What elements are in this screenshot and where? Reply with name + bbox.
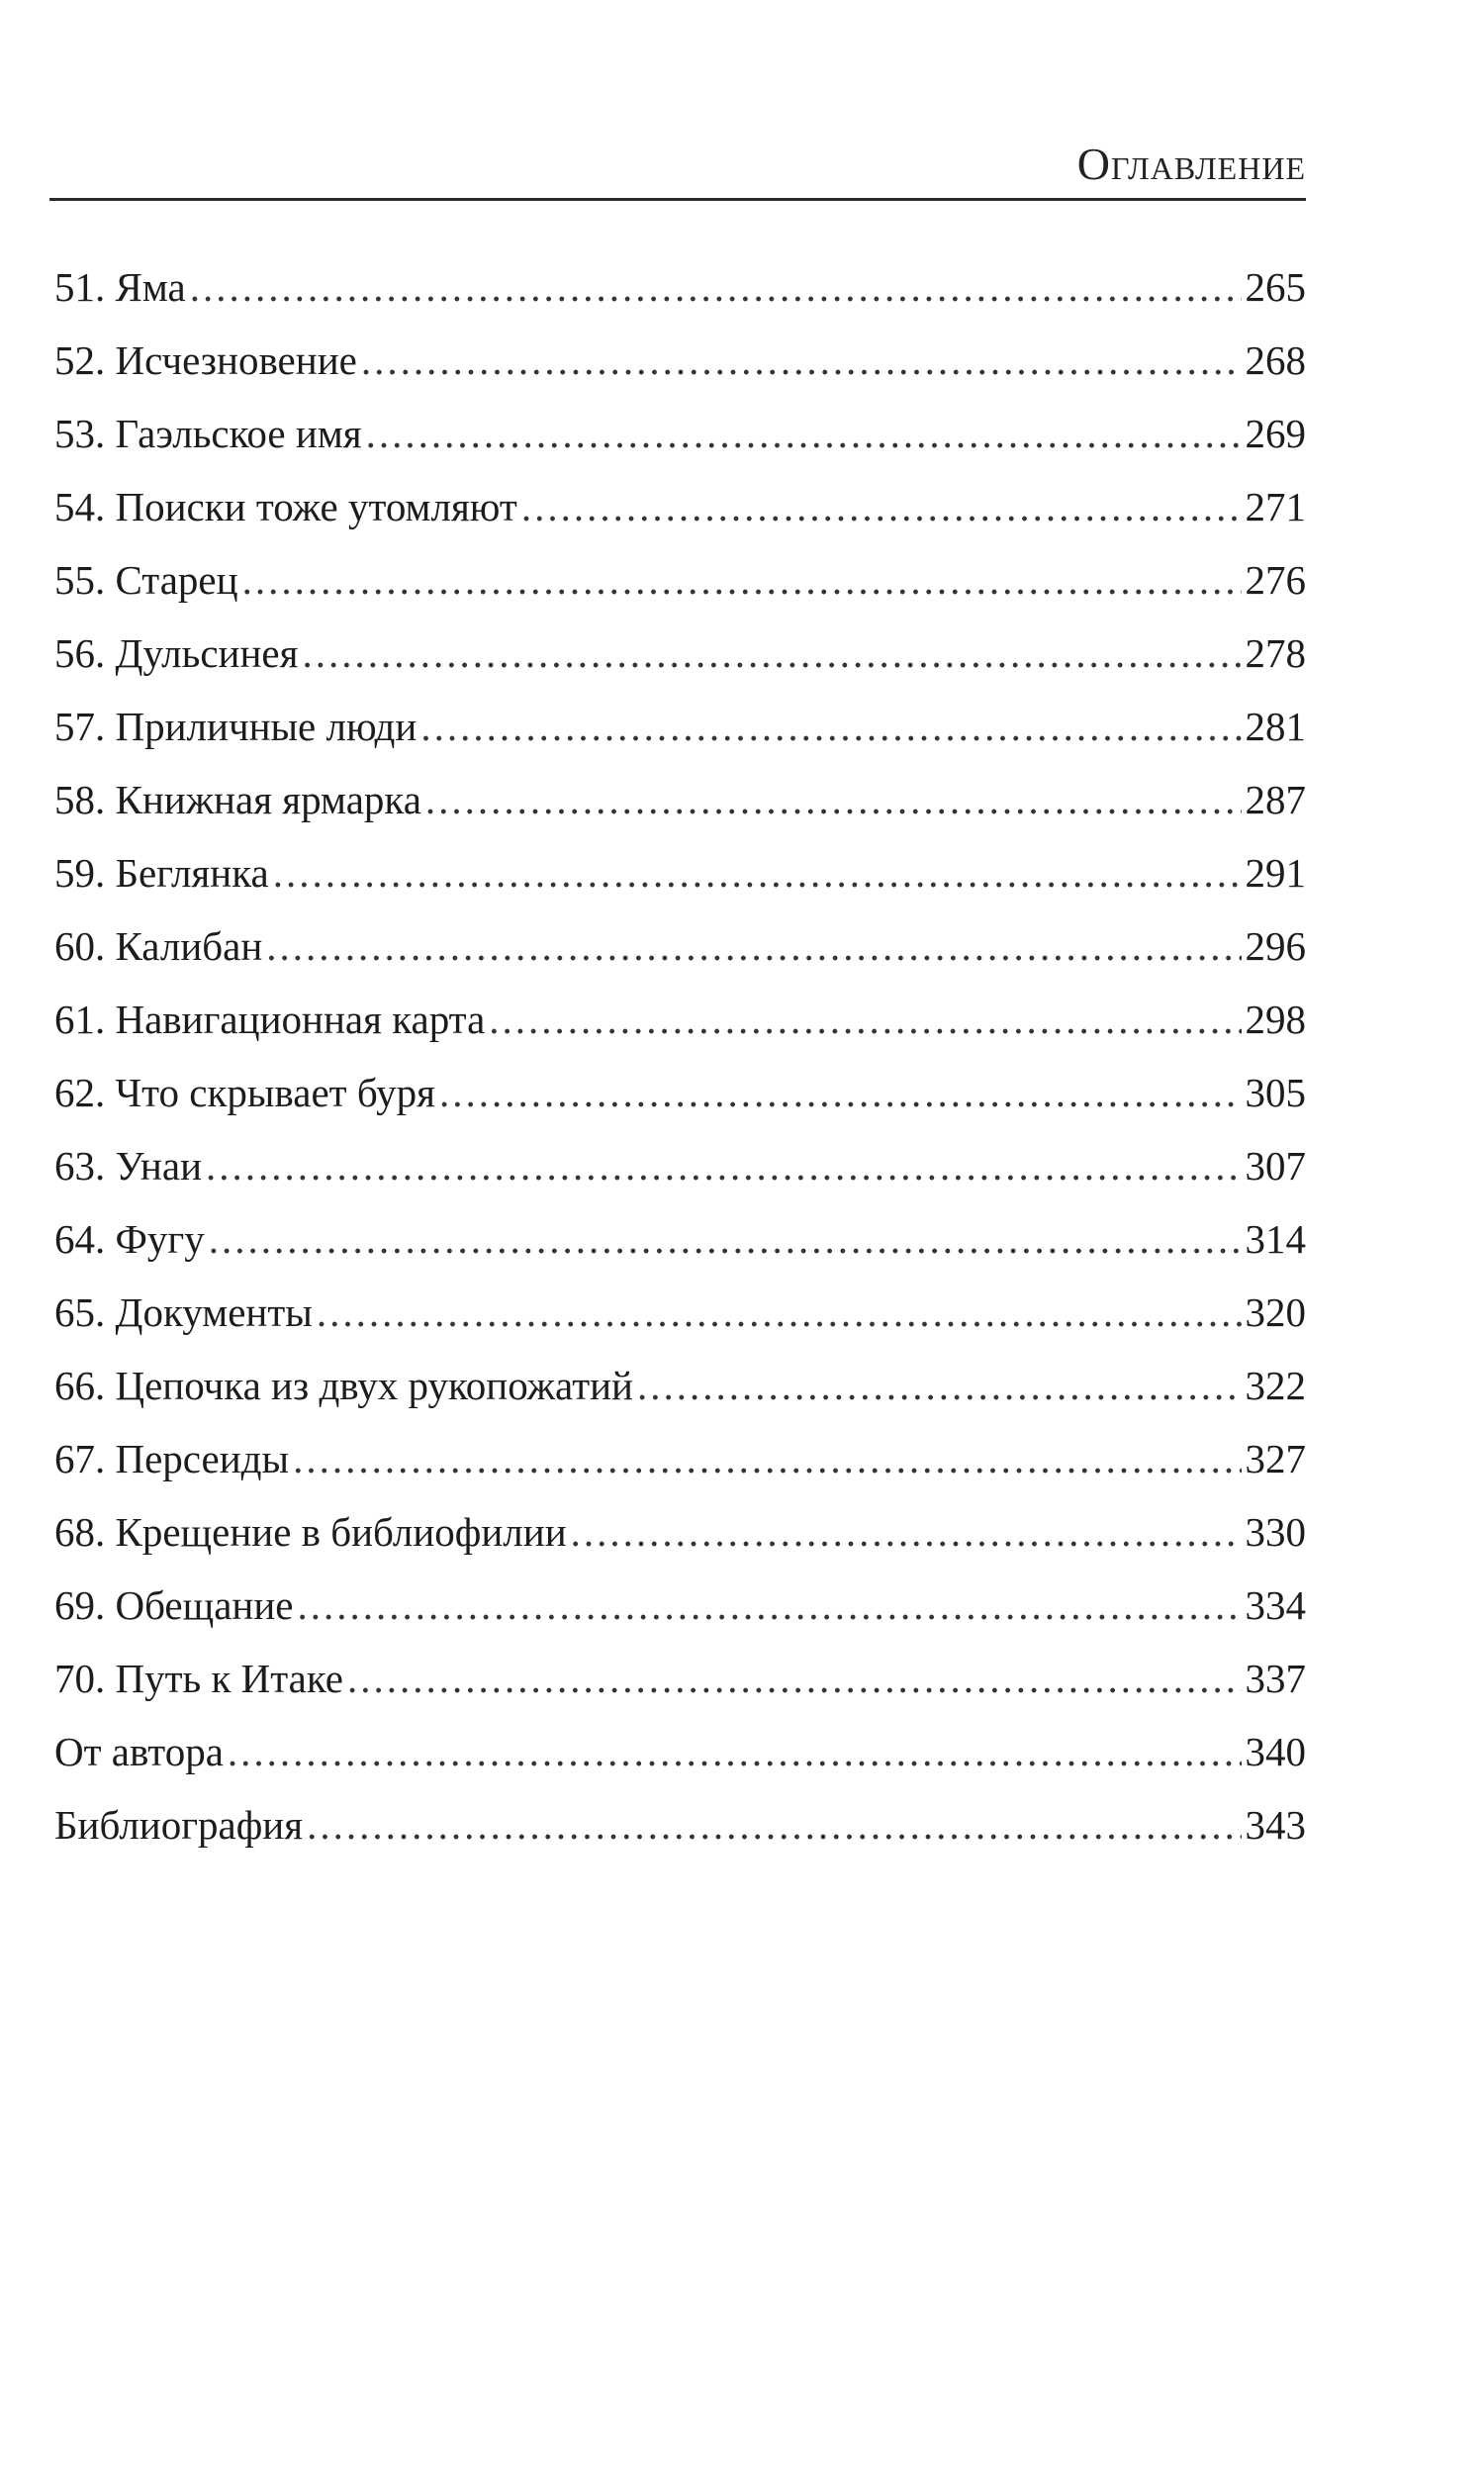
toc-entry-page-number: 343 bbox=[1245, 1802, 1306, 1848]
dot-leader bbox=[302, 617, 1241, 690]
toc-entry-page-number: 330 bbox=[1245, 1509, 1306, 1555]
toc-entry-title: 67. Персеиды bbox=[54, 1436, 290, 1481]
toc-entry-page-number: 322 bbox=[1245, 1363, 1306, 1408]
toc-entry-page-number: 320 bbox=[1245, 1289, 1306, 1335]
page-title: Оглавление bbox=[1076, 139, 1306, 189]
toc-entry-page-number: 337 bbox=[1245, 1656, 1306, 1701]
toc-entry-title: 54. Поиски тоже утомляют bbox=[54, 484, 517, 529]
toc-entry-page-number: 298 bbox=[1245, 997, 1306, 1042]
dot-leader bbox=[425, 763, 1242, 836]
dot-leader bbox=[571, 1495, 1242, 1569]
toc-entry-page-number: 281 bbox=[1245, 704, 1306, 749]
dot-leader bbox=[206, 1129, 1241, 1202]
toc-entry bbox=[54, 1495, 1306, 1569]
toc-entry-title: 70. Путь к Итаке bbox=[54, 1656, 343, 1701]
page-header bbox=[49, 129, 1306, 201]
dot-leader bbox=[209, 1202, 1242, 1276]
toc-entry bbox=[54, 543, 1306, 617]
toc-entry bbox=[54, 1349, 1306, 1422]
toc-entry-title: 59. Беглянка bbox=[54, 850, 269, 896]
toc-entry-page-number: 314 bbox=[1245, 1216, 1306, 1262]
toc-entry-title: 53. Гаэльское имя bbox=[54, 411, 362, 456]
toc-entry-title: 55. Старец bbox=[54, 557, 238, 603]
dot-leader bbox=[273, 836, 1242, 909]
toc-entry-title: 58. Книжная ярмарка bbox=[54, 777, 421, 822]
toc-entry bbox=[54, 1056, 1306, 1129]
toc-entry-title: 51. Яма bbox=[54, 264, 186, 310]
toc-entry-title: 60. Калибан bbox=[54, 923, 263, 969]
toc-entry bbox=[54, 470, 1306, 543]
toc-entry bbox=[54, 1422, 1306, 1495]
toc-entry bbox=[54, 1202, 1306, 1276]
toc-entry-page-number: 291 bbox=[1245, 850, 1306, 896]
dot-leader bbox=[439, 1056, 1242, 1129]
toc-entry-title: От автора bbox=[54, 1729, 224, 1774]
toc-entry bbox=[54, 1715, 1306, 1788]
toc-entry bbox=[54, 324, 1306, 397]
dot-leader bbox=[366, 397, 1242, 470]
toc-entry bbox=[54, 763, 1306, 836]
toc-entry bbox=[54, 983, 1306, 1056]
toc-entry-title: 56. Дульсинея bbox=[54, 630, 299, 676]
toc-entry-page-number: 271 bbox=[1245, 484, 1306, 529]
dot-leader bbox=[307, 1788, 1241, 1861]
toc-entry-title: 69. Обещание bbox=[54, 1582, 294, 1628]
toc-entry-title: 62. Что скрывает буря bbox=[54, 1070, 435, 1115]
toc-entry bbox=[54, 690, 1306, 763]
toc-entry-page-number: 287 bbox=[1245, 777, 1306, 822]
toc-entry bbox=[54, 397, 1306, 470]
dot-leader bbox=[242, 543, 1242, 617]
toc-entry bbox=[54, 836, 1306, 909]
toc-entry bbox=[54, 1788, 1306, 1861]
toc-entry-title: 64. Фугу bbox=[54, 1216, 205, 1262]
dot-leader bbox=[297, 1569, 1241, 1642]
toc-entry-title: 52. Исчезновение bbox=[54, 337, 357, 383]
dot-leader bbox=[347, 1642, 1242, 1715]
dot-leader bbox=[317, 1276, 1242, 1349]
dot-leader bbox=[489, 983, 1241, 1056]
toc-entry-page-number: 334 bbox=[1245, 1582, 1306, 1628]
dot-leader bbox=[293, 1422, 1241, 1495]
toc-entry-title: 66. Цепочка из двух рукопожатий bbox=[54, 1363, 633, 1408]
toc-entry-page-number: 278 bbox=[1245, 630, 1306, 676]
toc-entry-title: Библиография bbox=[54, 1802, 304, 1848]
toc-entry bbox=[54, 617, 1306, 690]
toc-entry-title: 57. Приличные люди bbox=[54, 704, 417, 749]
toc-entry-page-number: 276 bbox=[1245, 557, 1306, 603]
toc-entry-title: 61. Навигационная карта bbox=[54, 997, 486, 1042]
toc-entry-page-number: 340 bbox=[1245, 1729, 1306, 1774]
table-of-contents bbox=[54, 250, 1306, 1861]
dot-leader bbox=[266, 909, 1241, 983]
toc-entry-page-number: 296 bbox=[1245, 923, 1306, 969]
dot-leader bbox=[420, 690, 1241, 763]
toc-entry-title: 63. Унаи bbox=[54, 1143, 203, 1189]
dot-leader bbox=[228, 1715, 1242, 1788]
toc-entry bbox=[54, 1569, 1306, 1642]
toc-entry-page-number: 307 bbox=[1245, 1143, 1306, 1189]
toc-entry bbox=[54, 1276, 1306, 1349]
dot-leader bbox=[521, 470, 1242, 543]
dot-leader bbox=[637, 1349, 1242, 1422]
toc-entry bbox=[54, 909, 1306, 983]
toc-entry-page-number: 327 bbox=[1245, 1436, 1306, 1481]
toc-entry-page-number: 268 bbox=[1245, 337, 1306, 383]
dot-leader bbox=[190, 250, 1242, 324]
toc-entry bbox=[54, 250, 1306, 324]
toc-entry bbox=[54, 1129, 1306, 1202]
toc-entry-title: 65. Документы bbox=[54, 1289, 313, 1335]
toc-entry-title: 68. Крещение в библиофилии bbox=[54, 1509, 567, 1555]
toc-entry bbox=[54, 1642, 1306, 1715]
toc-entry-page-number: 265 bbox=[1245, 264, 1306, 310]
toc-entry-page-number: 269 bbox=[1245, 411, 1306, 456]
dot-leader bbox=[361, 324, 1242, 397]
toc-entry-page-number: 305 bbox=[1245, 1070, 1306, 1115]
